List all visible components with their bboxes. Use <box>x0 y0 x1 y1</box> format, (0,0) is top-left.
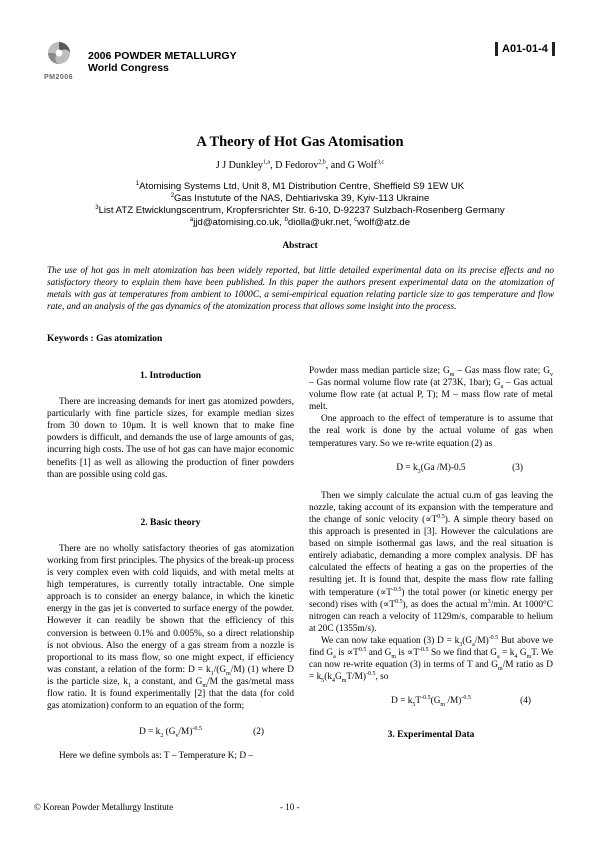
left-column <box>47 365 294 762</box>
section-heading-experimental-data: 3. Experimental Data <box>387 730 475 741</box>
copyright: © Korean Powder Metallurgy Institute <box>34 802 174 812</box>
affiliation-2: $^2$Gas Instutute of the NAS, Dehtiarivska 39, Kyiv-113 Ukraine <box>170 192 430 204</box>
equation-3: $D = k_3(Ga$ /M)-0.5 (3) <box>396 462 523 475</box>
affiliation-3: $^3$List ATZ Etwicklungscentrum, Kropfersrichter Str. 6-10, D-92237 Sulzbach-Rosenberg Germany <box>95 204 505 216</box>
equation-2: $D = k_2$ $(G_v/M)^{-0.5}$ (2) <box>139 726 264 740</box>
symbols-continued-paragraph: Powder mass median particle size; $G_m$ – Gas mass flow rate; $G_v$ – Gas normal volume flow rate (at 273K, 1bar); $G_a$ – Gas actual volume flow rate (at actual P, T); M – mass flow rate of metal melt. <box>309 366 553 413</box>
section-heading-basic-theory: 2. Basic theory <box>140 517 201 528</box>
section-heading-introduction: 1. Introduction <box>139 371 202 381</box>
calculation-paragraph: Then we simply calculate the actual cu.m of gas leaving the nozzle, taking account of its expansion with the temperature and the change of sonic velocity $(\propto T^{0.5})$. A simple theory based on this approach is presented in [3]. However the calculations are based on simple isothermal gas laws, and the real situation is entirely adiabatic, demanding a more complex analysis. DF has calculated the effects of heating a gas on the properties of the resulting jet. It is found that, despite the mass flow rate falling with temperature $(\propto T^{-0.5})$ the total power (or kinetic energy per second) rises with $(\propto T^{0.5})$, as does the actual $m^3/\min$. At 1000°C nitrogen can reach a velocity of 1129m/s, comparable to helium at 20C (1355m/s). <box>309 490 554 634</box>
right-column <box>309 365 553 741</box>
paper-title: A Theory of Hot Gas Atomisation <box>196 134 404 150</box>
congress-logo <box>44 40 74 74</box>
equation-4-number: (4) <box>520 696 531 707</box>
approach-paragraph: One approach to the effect of temperature is to assume that the real work is done by the actual volume of gas when temperatures vary. So we re-write equation (2) as <box>309 414 553 449</box>
authors-line: J J Dunkley$^{1,a}$, D Fedorov$^{2,b}$, and G Wolf$^{3,c}$ <box>215 159 385 171</box>
symbols-paragraph: Here we define symbols as: T – Temperature K; D – <box>59 751 254 762</box>
page-number: - 10 - <box>280 802 300 812</box>
equation-4: $D = k_5T^{-0.5}(G_m$ /M)$^{-0.5}$ (4) <box>391 695 531 709</box>
abstract-text: The use of hot gas in melt atomization has been widely reported, but little detailed experimental data on its precise effects and no satisfactory theory to explain them have been published. In this paper the authors present experimental data on the atomization of metals with gas at temperatures from ambient to 1000C, a semi-empirical equation relating particle size to gas temperature and flow rate, and an analysis of the gas dynamics of the atomization process that allows some insight into the process. <box>47 266 554 312</box>
equation-3-number: (3) <box>512 462 523 473</box>
congress-title-line2: World Congress <box>88 62 169 74</box>
rewrite-paragraph: We can now take equation (3) $D = k_3(G_a/M)^{-0.5}$ But above we find $G_a$ is $\propto T^{0.5}$ and $G_m$ is $\propto T^{-0.5}$ So we find that $G_a = k_4$ $G_mT$. We can now re-write equation (3) in terms of T and $G_m/M$ ratio as $D = k_5(k_4G_mT/M)^{-0.5}$, so <box>309 634 553 685</box>
logo-year: PM2006 <box>44 74 74 81</box>
paper-code: A01-01-4 <box>502 42 548 55</box>
swirl-logo-icon <box>44 40 74 74</box>
keywords: Keywords : Gas atomization <box>47 334 163 344</box>
affiliations <box>40 181 560 229</box>
equation-2-number: (2) <box>253 727 264 738</box>
code-bar-left <box>495 42 498 56</box>
paper-code-box <box>491 42 559 56</box>
congress-title-line1: 2006 POWDER METALLURGY <box>88 50 237 62</box>
affiliation-1: $^1$Atomising Systems Ltd, Unit 8, M1 Distribution Centre, Sheffield S9 1EW UK <box>135 180 465 192</box>
basic-theory-paragraph: There are no wholly satisfactory theories of gas atomization working from first principles. The physics of the break-up process is very complex even with cold liquids, and with metal melts at high temperatures, is currently totally intractable. One simple approach is to consider an energy balance, in which the kinetic energy in the gas jet is converted to surface energy of the powder. However it can readily be shown that the efficiency of this conversion is between 0.1% and 0.005%, so a direct relationship is not obvious. Also the energy of a gas stream from a nozzle is proportional to its mass flow, so one might expect, if efficiency was constant, a relation of the form: $D = k_1/(G_m/M)$ (1) where D is the particle size, $k_1$ a constant, and $G_m/M$ the gas/metal mass flow ratio. It is found experimentally [2] that the data (for cold gas atomization) conform to an equation of the form; <box>47 543 294 712</box>
affiliation-emails: $^a$jjd@atomising.co.uk, $^b$diolla@ukr.net, $^c$wolf@atz.de <box>189 216 411 228</box>
abstract-heading: Abstract <box>282 241 318 251</box>
intro-paragraph: There are increasing demands for inert gas atomized powders, particularly with fine particle sizes, for example median sizes from 30 down to 10μm. It is well known that to make fine powders is difficult, and demands the use of large amounts of gas, incurring high costs. The use of hot gas can have major economic benefits [1] as well as allowing the production of finer powders than are possible using cold gas. <box>47 397 294 480</box>
code-bar-right <box>552 42 555 56</box>
